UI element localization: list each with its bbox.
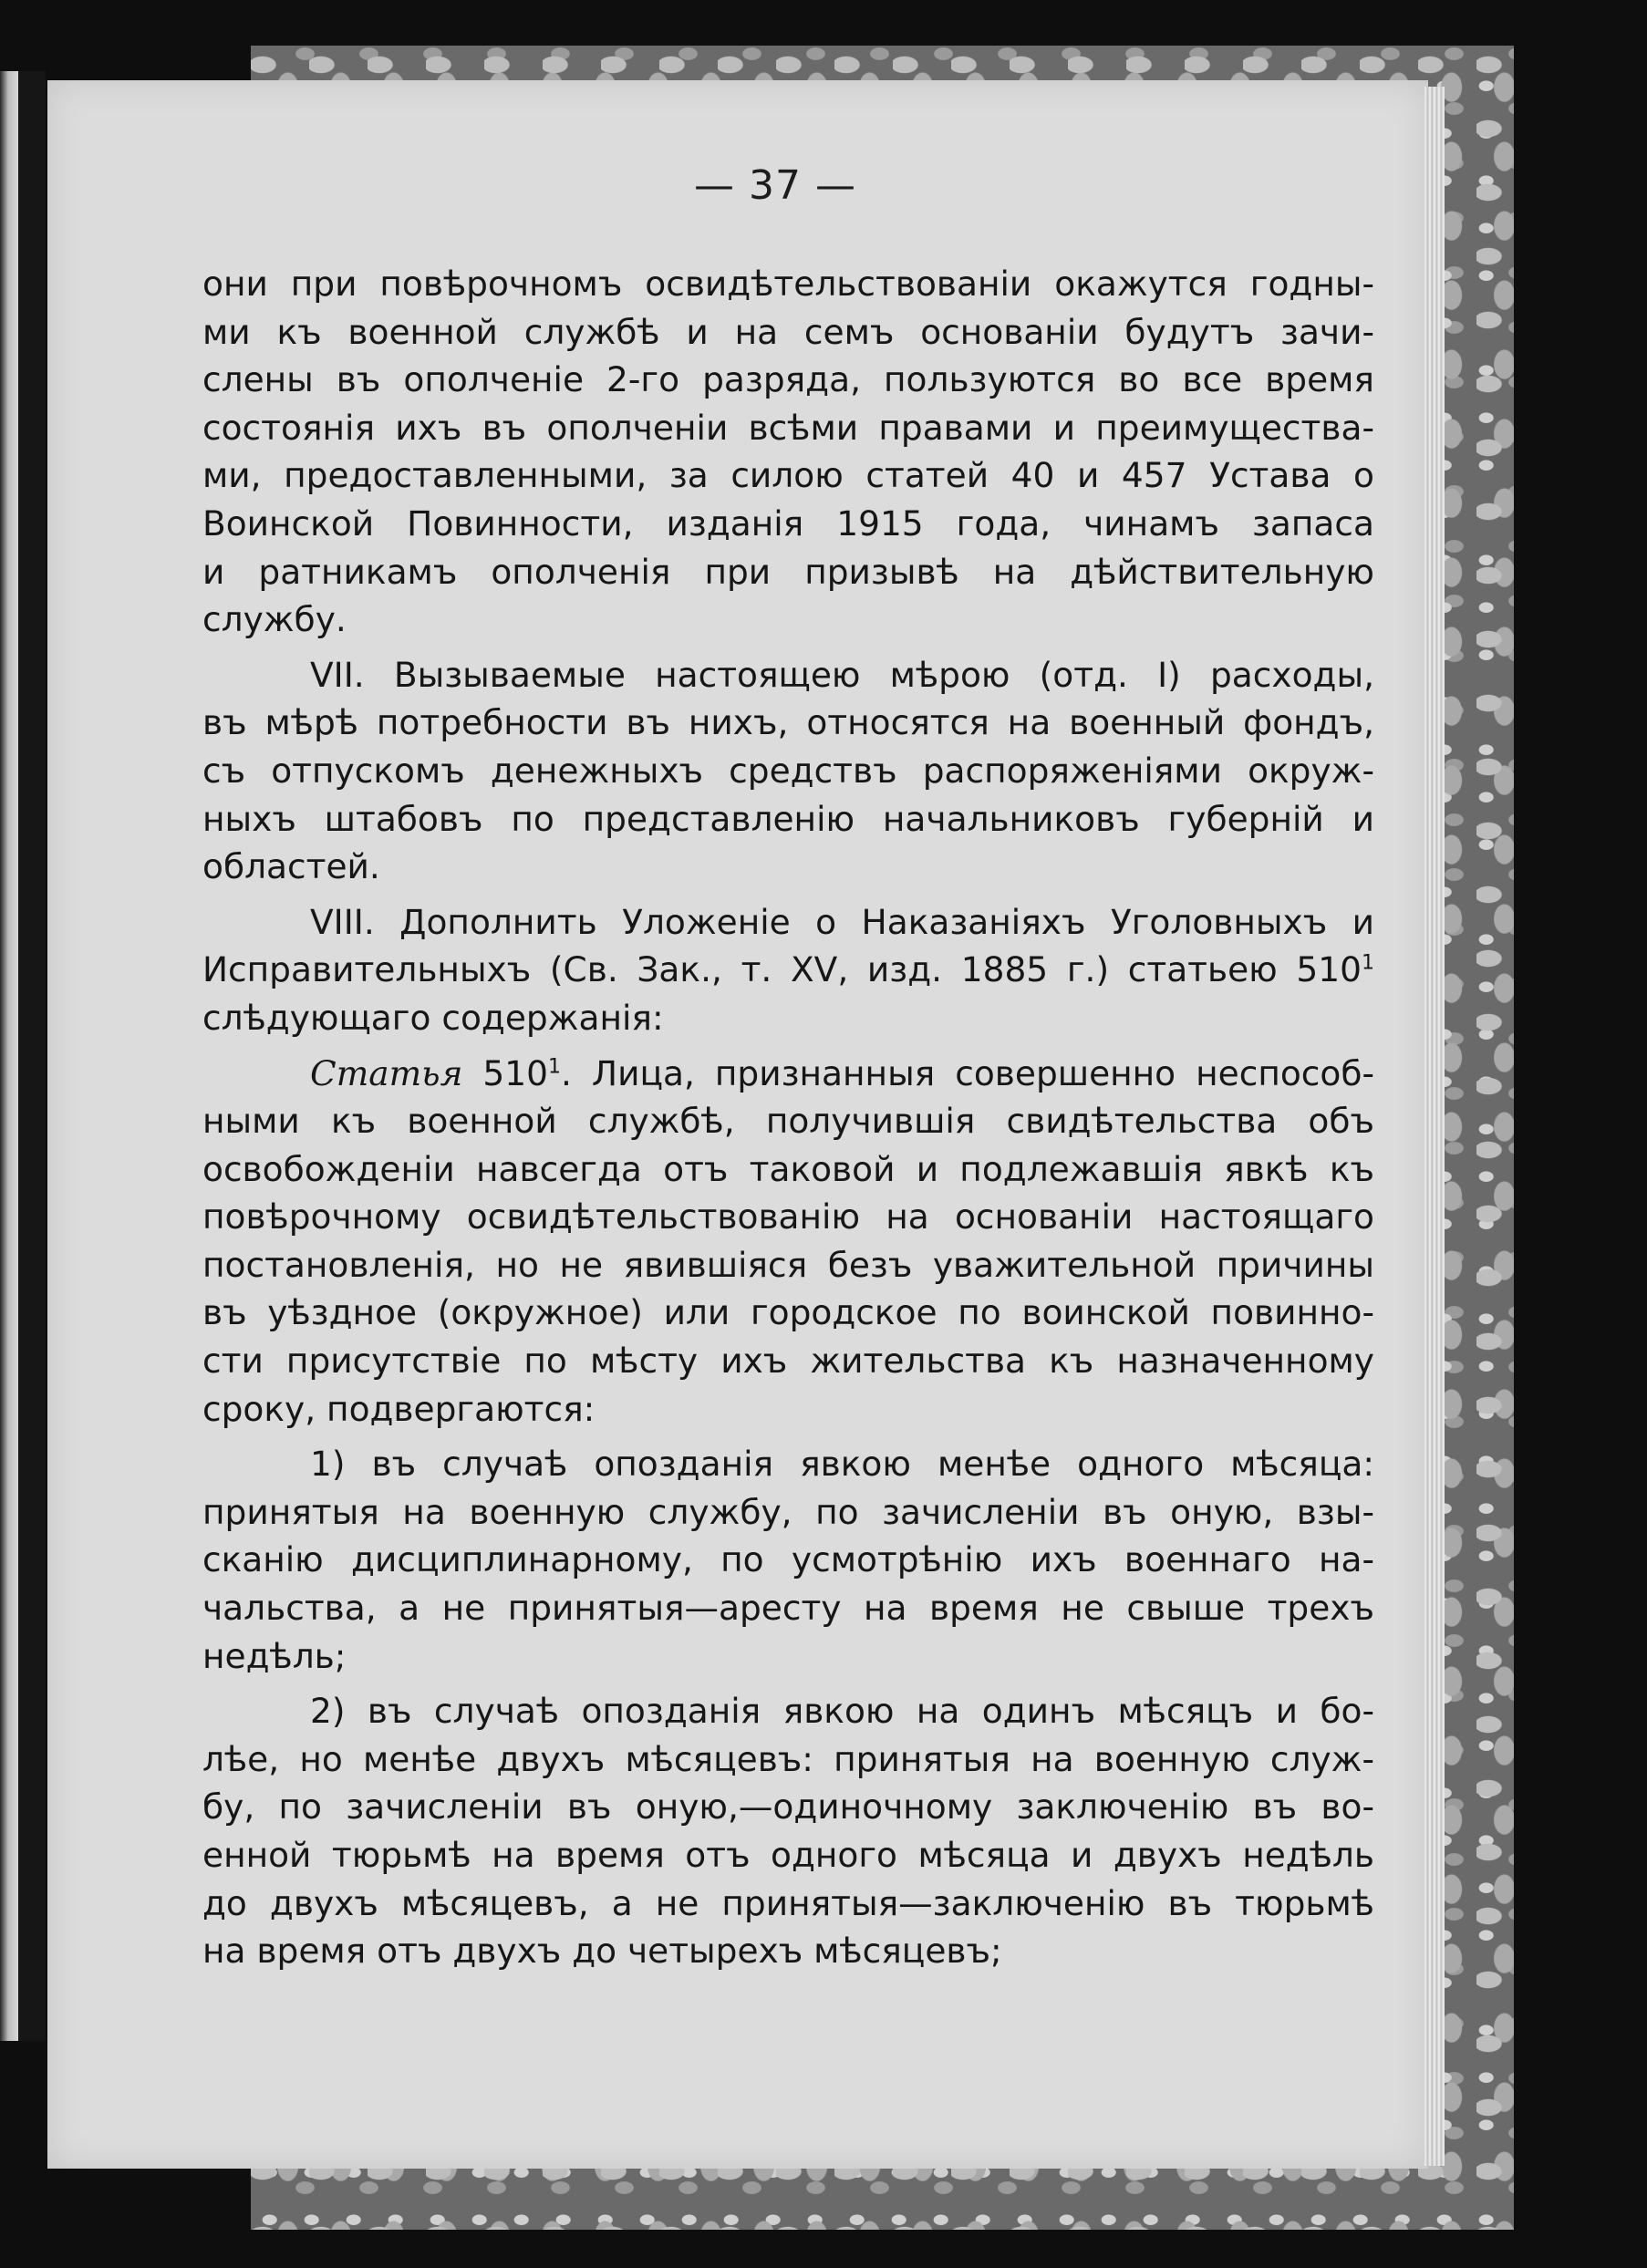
text-line: сроку, подвергаются: — [202, 1388, 596, 1429]
text-line: принятыя на военную службу, по зачисленiи въ оную, взы- — [202, 1491, 1374, 1532]
text-line: лѣе, но менѣе двухъ мѣсяцевъ: принятыя на военную служ- — [202, 1738, 1374, 1779]
text-line: съ отпускомъ денежныхъ средствъ распоряженiями окруж- — [202, 750, 1374, 791]
page-number: — 37 — — [694, 162, 856, 209]
text-line: до двухъ мѣсяцевъ, а не принятыя—заключенiю въ тюрьмѣ — [202, 1882, 1374, 1923]
article-lead: Статья — [310, 1052, 463, 1093]
text-line: ми къ военной службѣ и на семъ основанiи будутъ зачи- — [202, 311, 1374, 352]
text-line: слены въ ополченiе 2-го разряда, пользуются во все время — [202, 359, 1374, 400]
paragraph-clause-2 — [202, 1687, 1374, 1975]
text-line-content: . Лица, признанныя совершенно неспособ- — [561, 1052, 1375, 1093]
text-line: чальства, а не принятыя—аресту на время не свыше трехъ — [202, 1588, 1374, 1629]
text-line: 2) въ случаѣ опозданiя явкою на одинъ мѣсяцъ и бо- — [310, 1691, 1374, 1732]
text-line: областей. — [202, 846, 380, 887]
text-line: сти присутствiе по мѣсту ихъ жительства къ назначенному — [202, 1341, 1374, 1382]
paragraph-section-vii — [202, 651, 1374, 891]
text-line: VIII. Дополнить Уложенiе о Наказанiяхъ Уголовныхъ и — [310, 901, 1374, 942]
text-line: освобожденiи навсегда отъ таковой и подлежавшiя явкѣ къ — [202, 1148, 1374, 1189]
text-line: постановленiя, но не явившiяся безъ уважительной причины — [202, 1244, 1374, 1285]
text-line: въ мѣрѣ потребности въ нихъ, относятся на военный фондъ, — [202, 702, 1374, 743]
text-line: и ратникамъ ополченiя при призывѣ на дѣйствительную — [202, 551, 1374, 592]
text-line — [202, 946, 1374, 994]
paragraph-section-viii — [202, 898, 1374, 1042]
page-edges — [1424, 87, 1445, 2166]
text-line: слѣдующаго содержанiя: — [202, 997, 664, 1038]
page-body — [202, 260, 1374, 1983]
text-line: повѣрочному освидѣтельствованiю на основанiи настоящаго — [202, 1196, 1374, 1238]
text-line: ми, предоставленными, за силою статей 40 и 457 Устава о — [202, 455, 1374, 496]
previous-page-edge — [0, 71, 18, 2041]
text-line: бу, по зачисленiи въ оную,—одиночному заключенiю въ во- — [202, 1786, 1374, 1828]
article-number: 510 — [462, 1052, 548, 1093]
paragraph-clause-1 — [202, 1440, 1374, 1680]
paragraph-article-510-1 — [202, 1050, 1374, 1434]
text-line — [202, 1050, 1374, 1098]
text-line: енной тюрьмѣ на время отъ одного мѣсяца и двухъ недѣль — [202, 1835, 1374, 1875]
text-line: ныхъ штабовъ по представленiю начальниковъ губернiй и — [202, 798, 1374, 839]
text-line: состоянiя ихъ въ ополченiи всѣми правами и преимущества- — [202, 407, 1374, 448]
book-gutter — [18, 71, 46, 2041]
text-line-content: Исправительныхъ (Св. Зак., т. XV, изд. 1885 г.) статьею 510 — [202, 949, 1362, 990]
text-line: ными къ военной службѣ, получившiя свидѣтельства объ — [202, 1101, 1374, 1142]
paragraph-continuation — [202, 260, 1374, 644]
text-line: сканiю дисциплинарному, по усмотрѣнiю ихъ военнаго на- — [202, 1539, 1374, 1580]
text-line: недѣль; — [202, 1635, 347, 1676]
superscript: 1 — [1362, 951, 1374, 975]
text-line: службу. — [202, 599, 347, 640]
text-line: VII. Вызываемые настоящею мѣрою (отд. I) расходы, — [310, 654, 1374, 695]
superscript: 1 — [548, 1055, 561, 1078]
text-line: 1) въ случаѣ опозданiя явкою менѣе одного мѣсяца: — [310, 1444, 1374, 1485]
text-line: въ уѣздное (окружное) или городское по воинской повинно- — [202, 1292, 1374, 1333]
text-line: Воинской Повинности, изданiя 1915 года, чинамъ запаса — [202, 502, 1374, 544]
text-line: на время отъ двухъ до четырехъ мѣсяцевъ; — [202, 1931, 1002, 1972]
text-line: они при повѣрочномъ освидѣтельствованiи окажутся годны- — [202, 264, 1374, 304]
